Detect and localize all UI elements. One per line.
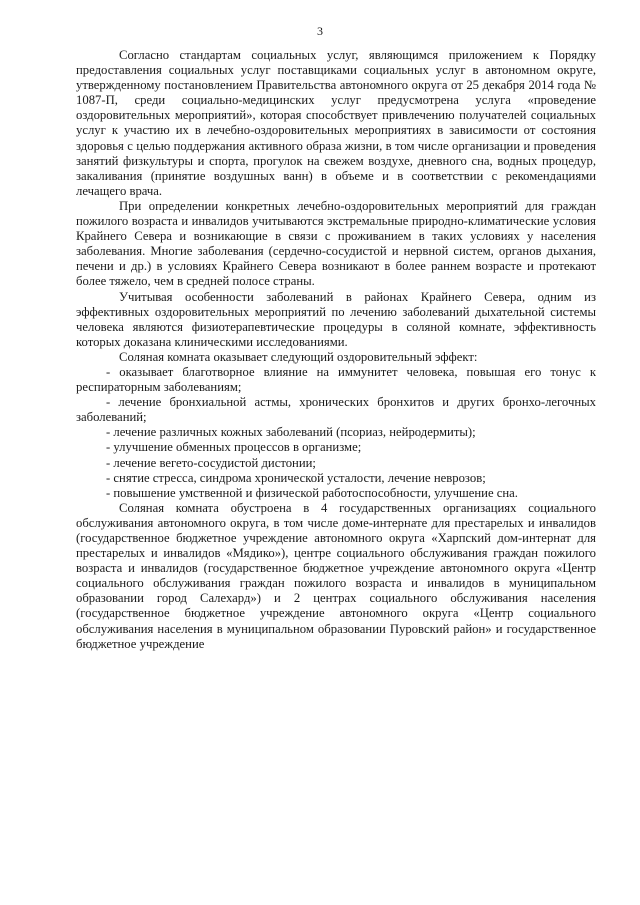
document-body [76,48,596,652]
paragraph-north-conditions: При определении конкретных лечебно-оздоровительных мероприятий для граждан пожилого возраста и инвалидов учитываются экстремальные природно-климатические условия Крайнего Севера и возникающие в связи с проживанием в таких условиях у населения заболевания. Многие заболевания (сердечно-сосудистой и нервной систем, органов дыхания, печени и др.) в условиях Крайнего Севера возникают в более раннем возрасте и протекают более тяжело, чем в средней полосе страны. [76,198,596,289]
paragraph-effects-intro: Соляная комната оказывает следующий оздоровительный эффект: [119,349,478,364]
page-number: 3 [317,24,323,38]
paragraph-salt-room-locations: Соляная комната обустроена в 4 государственных организациях социального обслуживания автономного округа, в том числе доме-интернате для престарелых и инвалидов (государственное бюджетное учреждение автономного округа «Харпский дом-интернат для престарелых и инвалидов «Мядико»), центре социального обслуживания граждан пожилого возраста и инвалидов (государственное бюджетное учреждение автономного округа «Центр социального обслуживания граждан пожилого возраста и инвалидов в муниципальном образовании город Салехард») и 2 центрах социального обслуживания населения (государственное бюджетное учреждение автономного округа «Центр социального обслуживания населения в муниципальном образовании Пуровский район» и государственное бюджетное учреждение [76,500,596,651]
effect-list-item: - снятие стресса, синдрома хронической усталости, лечение неврозов; [106,470,486,485]
effect-list-item: - лечение вегето-сосудистой дистонии; [106,455,316,470]
paragraph-salt-room-effectiveness: Учитывая особенности заболеваний в районах Крайнего Севера, одним из эффективных оздоровительных мероприятий по лечению заболеваний дыхательной системы человека являются физиотерапевтические процедуры в соляной комнате, эффективность которых доказана клиническими исследованиями. [76,289,596,349]
effect-list-item: - повышение умственной и физической работоспособности, улучшение сна. [106,485,518,500]
paragraph-salt-service-standard: Согласно стандартам социальных услуг, являющимся приложением к Порядку предоставления социальных услуг поставщиками социальных услуг в автономном округе, утвержденному постановлением Правительства автономного округа от 25 декабря 2014 года № 1087-П, среди социально-медицинских услуг предусмотрена услуга «проведение оздоровительных мероприятий», которая способствует привлечению получателей социальных услуг к участию их в лечебно-оздоровительных мероприятиях в зависимости от состояния здоровья с целью поддержания активного образа жизни, в том числе организации и проведения занятий физкультуры и спорта, прогулок на свежем воздухе, дневного сна, водных процедур, закаливания (принятие воздушных ванн) в объеме и в соответствии с рекомендациями лечащего врача. [76,48,596,198]
effect-list-item: - лечение бронхиальной астмы, хронических бронхитов и других бронхо-легочных заболеваний; [76,395,596,425]
effect-list-item: - улучшение обменных процессов в организме; [106,440,362,455]
effect-list-item: - лечение различных кожных заболеваний (псориаз, нейродермиты); [106,425,476,440]
effect-list-item: - оказывает благотворное влияние на иммунитет человека, повышая его тонус к респираторным заболеваниям; [76,364,596,395]
